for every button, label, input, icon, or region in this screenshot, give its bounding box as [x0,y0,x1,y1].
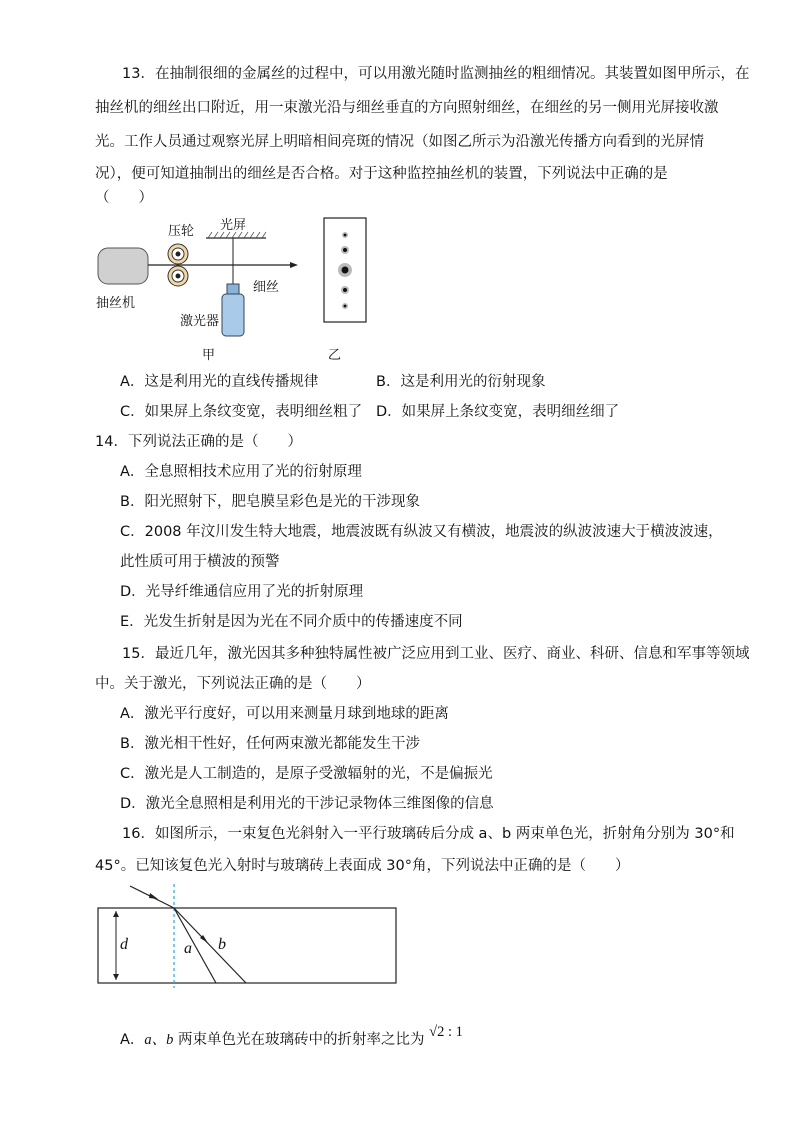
q15-option-d[interactable]: D．激光全息照相是利用光的干涉记录物体三维图像的信息 [120,796,494,812]
caption-b: 乙 [328,348,342,363]
q15-line-1: 15．最近几年，激光因其多种独特属性被广泛应用到工业、医疗、商业、科研、信息和军事等领域 [122,646,750,662]
wire-drawing-diagram [90,210,390,370]
glass-block-diagram [94,880,404,990]
wire-arrow [290,262,298,268]
q15-line-2: 中。关于激光，下列说法正确的是（ ） [95,676,371,692]
q13-line-1: 13．在抽制很细的金属丝的过程中，可以用激光随时监测抽丝的粗细情况。其装置如图甲所示，在 [122,66,750,82]
q15-option-a[interactable]: A．激光平行度好，可以用来测量月球到地球的距离 [120,706,449,722]
incident-arrow [149,893,158,899]
q13-option-d[interactable]: D．如果屏上条纹变宽，表明细丝细了 [376,404,620,420]
q13-option-a[interactable]: A．这是利用光的直线传播规律 [120,374,319,390]
wire-drawing-figure [90,210,390,370]
label-b: b [218,936,226,953]
q16-option-a-text: 两束单色光在玻璃砖中的折射率之比为 [173,1032,430,1048]
q13-option-b[interactable]: B．这是利用光的衍射现象 [376,374,546,390]
laser-label: 激光器 [180,314,220,329]
label-a: a [184,940,192,957]
q14-option-e[interactable]: E．光发生折射是因为光在不同介质中的传播速度不同 [120,614,463,630]
q14-option-c-line1[interactable]: C．2008 年汶川发生特大地震，地震波既有纵波又有横波，地震波的纵波波速大于横波波速， [120,524,723,540]
roller-label: 压轮 [168,224,195,239]
q14-option-d[interactable]: D．光导纤维通信应用了光的折射原理 [120,584,364,600]
q16-line-1: 16．如图所示，一束复色光斜射入一平行玻璃砖后分成 a、b 两束单色光，折射角分别为 30°和 [122,826,735,842]
laser-device [222,284,244,336]
glass-block-figure [94,880,404,990]
caption-a: 甲 [202,348,216,363]
label-d: d [120,936,128,953]
q13-line-3: 光。工作人员通过观察光屏上明暗相间亮斑的情况（如图乙所示为沿激光传播方向看到的光屏情 [95,134,704,150]
q15-option-b[interactable]: B．激光相干性好，任何两束激光都能发生干涉 [120,736,420,752]
wire-label: 细丝 [253,280,280,295]
q13-line-2: 抽丝机的细丝出口附近，用一束激光沿与细丝垂直的方向照射细丝，在细丝的另一侧用光屏接收激 [95,100,719,116]
q14-option-b[interactable]: B．阳光照射下，肥皂膜呈彩色是光的干涉现象 [120,494,420,510]
drawing-machine [98,248,148,284]
q13-line-5: （ ） [95,190,153,206]
q15-option-c[interactable]: C．激光是人工制造的，是原子受激辐射的光，不是偏振光 [120,766,493,782]
q13-option-c[interactable]: C．如果屏上条纹变宽，表明细丝粗了 [120,404,363,420]
screen-label: 光屏 [220,218,247,233]
q16-line-2: 45°。已知该复色光入射时与玻璃砖上表面成 30°角，下列说法中正确的是（ ） [95,858,630,874]
q16-option-a-prefix: A． [120,1032,145,1048]
q16-option-a-ratio: √2 : 1 [429,1024,463,1040]
machine-label: 抽丝机 [96,296,136,311]
q14-stem: 14．下列说法正确的是（ ） [95,434,302,450]
q16-option-a-ab: a、b [144,1032,174,1048]
q16-option-a[interactable] [120,1024,463,1050]
q14-option-c-line2[interactable]: 此性质可用于横波的预警 [120,554,280,570]
q13-line-4: 况），便可知道抽制出的细丝是否合格。对于这种监控抽丝机的装置，下列说法中正确的是 [95,166,668,182]
q14-option-a[interactable]: A．全息照相技术应用了光的衍射原理 [120,464,362,480]
glass-block [98,908,396,983]
